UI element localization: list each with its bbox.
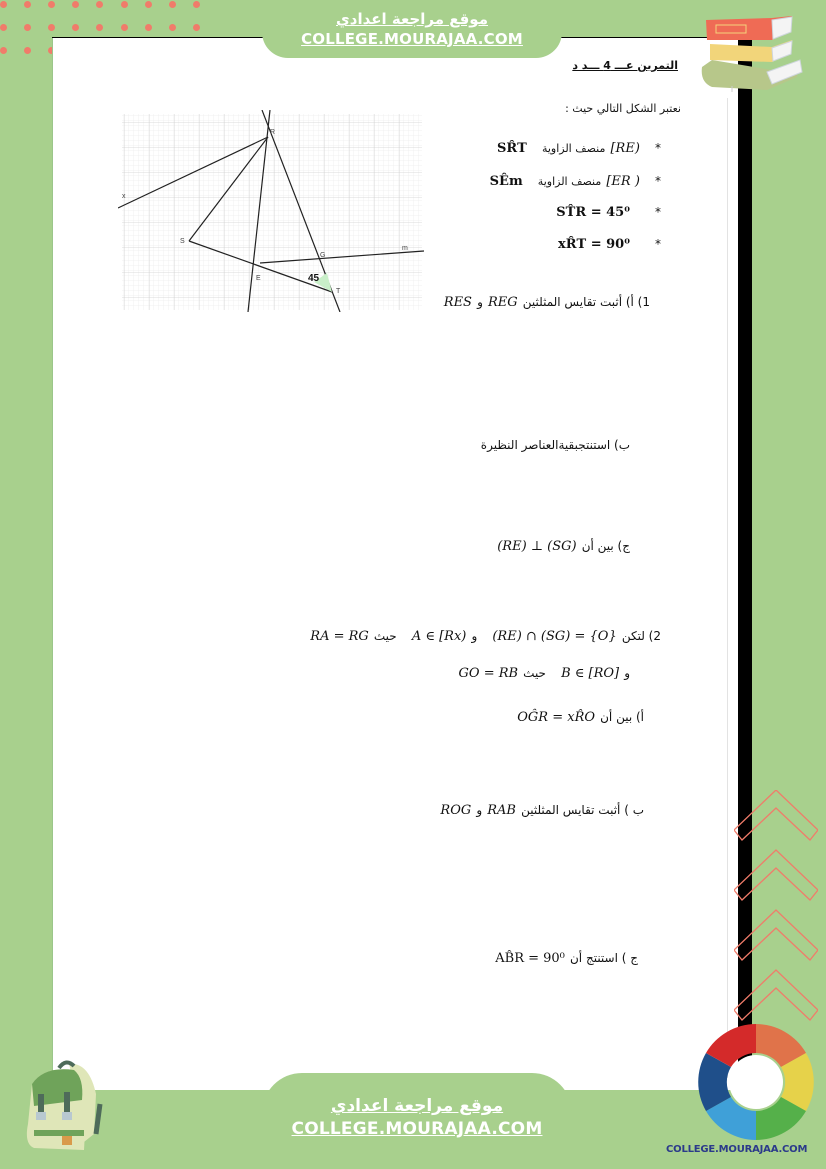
- question-2-line1: 2) لتكن (RE) ∩ (SG) = {O} و A ∈ [Rx) حيث RA = RG: [310, 629, 661, 644]
- point-label-m: m: [402, 245, 408, 252]
- question-2-line2: و B ∈ [RO] حيث GO = RB: [458, 666, 630, 681]
- footer-site-url-link[interactable]: COLLEGE.MOURAJAA.COM: [291, 1119, 543, 1139]
- books-icon: [692, 12, 822, 92]
- footer-banner: [262, 1073, 572, 1169]
- intro-text: نعتبر الشكل التالي حيث :: [565, 102, 681, 115]
- page-margin-rule: [727, 98, 728, 1078]
- college-logo-label[interactable]: COLLEGE.MOURAJAA.COM: [666, 1144, 808, 1155]
- question-1c: ج) بين أن (RE) ⊥ (SG): [497, 539, 630, 554]
- angle-label-45: 45: [308, 273, 320, 284]
- point-label-s: S: [180, 238, 185, 245]
- given-1: * [RE) منصف الزاوية SR̂T: [496, 141, 661, 156]
- college-logo-icon[interactable]: [694, 1022, 818, 1142]
- question-1b: ب) استنتجبقيةالعناصر النظيرة: [480, 438, 630, 452]
- point-label-g: G: [320, 252, 326, 259]
- site-name-ar[interactable]: موقع مراجعة اعدادي: [336, 10, 488, 28]
- given-3: * ST̂R = 45⁰: [556, 205, 661, 220]
- site-url-link[interactable]: COLLEGE.MOURAJAA.COM: [301, 30, 523, 48]
- point-label-t: T: [336, 288, 341, 295]
- header-banner: [262, 0, 562, 58]
- geometry-figure: [118, 110, 424, 312]
- point-label-x: x: [122, 193, 126, 200]
- chevron-up-decoration-icon: [734, 790, 818, 1030]
- question-2c: ج ) استنتج أن AB̂R = 90⁰: [495, 951, 638, 966]
- backpack-icon: [14, 1054, 114, 1154]
- question-2a: أ) بين أن OĜR = xR̂O: [517, 710, 644, 725]
- point-label-r: R: [270, 129, 276, 136]
- point-label-e: E: [256, 275, 261, 282]
- exercise-title: التمرين عـــ 4 ـــد د: [572, 59, 678, 72]
- question-2b: ب ) أثبت تقايس المثلثين RAB و ROG: [440, 803, 644, 818]
- footer-site-name-ar[interactable]: موقع مراجعة اعدادي: [330, 1096, 504, 1116]
- given-2: * [ER ) منصف الزاوية SÊm: [489, 174, 661, 189]
- question-1a: 1) أ) أثبت تقايس المثلثين REG و RES: [443, 295, 650, 310]
- given-4: * xR̂T = 90⁰: [557, 237, 661, 252]
